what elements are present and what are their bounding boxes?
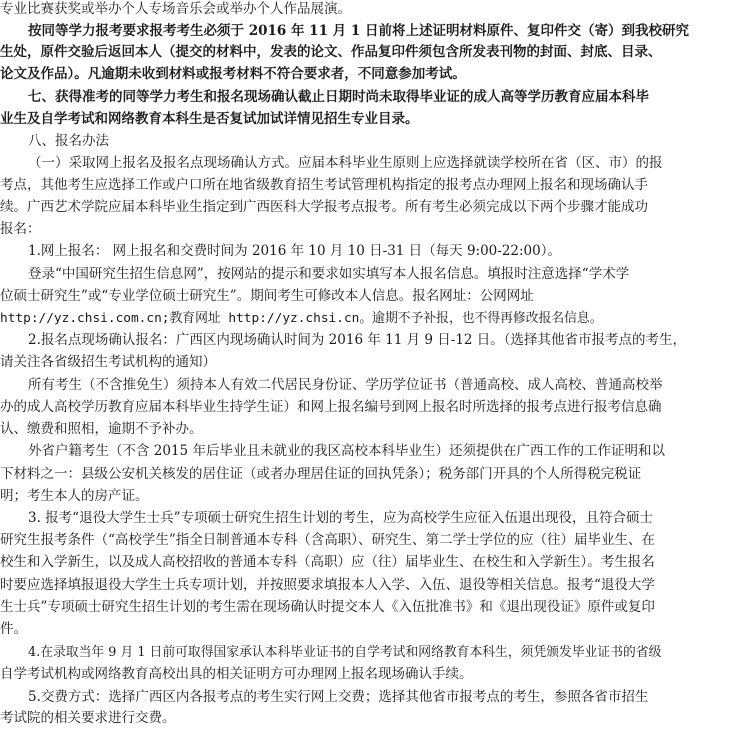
text-line-14: 位硕士研究生”或“专业学位硕士研究生”。期间考生可修改本人信息。报名网址：公网网址 xyxy=(0,288,534,304)
text-line-11: 报名： xyxy=(0,221,41,237)
text-line-13: 登录“中国研究生招生信息网”，按网站的提示和要求如实填写本人报名信息。填报时注意选择“学术学 xyxy=(28,266,630,282)
registration-url-line: http://yz.chsi.com.cn;教育网址 http://yz.chsi.cn。逾期不予补报，也不得再修改报名信息。 xyxy=(0,311,603,326)
text-line-27: 时要应选择填报退役大学生士兵专项计划，并按照要求填报本人入学、入伍、退役等相关信息。报考“退役大学 xyxy=(0,577,655,593)
text-line-10: 续。广西艺术学院应届本科毕业生指定到广西医科大学报考点报考。所有考生必须完成以下两个步骤才能成功 xyxy=(0,199,648,215)
text-line-28: 生士兵”专项硕士研究生招生计划的考生需在现场确认时提交本人《入伍批准书》和《退出现役证》原件或复印 xyxy=(0,599,655,615)
text-line-2: 按同等学力报考要求报考考生必须于 2016 年 11 月 1 日前将上述证明材料原件、复印件交（寄）到我校研究 xyxy=(28,23,689,39)
text-line-17: 请关注各省级招生考试机构的通知） xyxy=(0,354,216,370)
text-line-21: 外省户籍考生（不含 2015 年后毕业且未就业的我区高校本科毕业生）还须提供在广西工作的工作证明和以 xyxy=(28,443,665,459)
text-line-1: 专业比赛获奖或举办个人专场音乐会或举办个人作品展演。 xyxy=(0,1,351,17)
text-line-23: 明；考生本人的房产证。 xyxy=(0,488,149,504)
text-line-3: 生处，原件交验后返回本人（提交的材料中，发表的论文、作品复印件须包含所发表刊物的封面、封底、目录、 xyxy=(0,44,662,60)
item-5-payment-method: 5.交费方式：选择广西区内各报考点的考生实行网上交费；选择其他省市报考点的考生，参照各省市招生 xyxy=(28,689,649,705)
item-4-self-study: 4.在录取当年 9 月 1 日前可取得国家承认本科毕业证书的自学考试和网络教育本科生，须凭颁发毕业证书的省级 xyxy=(28,645,662,660)
text-line-8: （一）采取网上报名及报名点现场确认方式。应届本科毕业生原则上应选择就读学校所在省（区、市）的报 xyxy=(28,155,663,171)
text-line-33: 考试院的相关要求进行交费。 xyxy=(0,710,176,726)
text-line-26: 校生和入学新生，以及成人高校招收的普通本专科（高职）应（往）届毕业生、在校生和入学新生）。考生报名 xyxy=(0,554,655,570)
item-1-online-registration: 1.网上报名： 网上报名和交费时间为 2016 年 10 月 10 日-31 日（每天 9:00-22:00）。 xyxy=(28,243,561,259)
text-line-31: 自学考试机构或网络教育高校出具的相关证明方可办理网上报名现场确认手续。 xyxy=(0,666,473,682)
text-line-4: 论文及作品）。凡逾期未收到材料或报考材料不符合要求者，不同意参加考试。 xyxy=(0,66,466,82)
section-8-heading: 八、报名办法 xyxy=(28,133,109,149)
text-line-18: 所有考生（不含推免生）须持本人有效二代居民身份证、学历学位证书（普通高校、成人高校、普通高校举 xyxy=(28,377,663,393)
text-line-20: 认、缴费和照相，逾期不予补办。 xyxy=(0,421,203,437)
text-line-9: 考点，其他考生应选择工作或户口所在地省级教育招生考试管理机构指定的报考点办理网上报名和现场确认手 xyxy=(0,177,648,193)
text-line-22: 下材料之一：县级公安机关核发的居住证（或者办理居住证的回执凭条）；税务部门开具的个人所得税完税证 xyxy=(0,466,642,482)
text-line-19: 办的成人高校学历教育应届本科毕业生持学生证）和网上报名编号到网上报名时所选择的报考点进行报考信息确 xyxy=(0,399,662,415)
section-7-heading: 七、获得准考的同等学力考生和报名现场确认截止日期时尚未取得毕业证的成人高等学历教育应届本科毕 xyxy=(28,89,649,105)
item-2-onsite-confirmation: 2.报名点现场确认报名：广西区内现场确认时间为 2016 年 11 月 9 日-12 日。（选择其他省市报考点的考生， xyxy=(28,332,687,348)
text-line-29: 件。 xyxy=(0,621,27,637)
text-line-6: 业生及自学考试和网络教育本科生是否复试加试详情见招生专业目录。 xyxy=(0,111,419,127)
item-3-veteran-plan: 3. 报考“退役大学生士兵”专项硕士研究生招生计划的考生，应为高校学生应征入伍退出现役，且符合硕士 xyxy=(28,510,653,526)
text-line-25: 研究生报考条件（“高校学生”指全日制普通本专科（含高职）、研究生、第二学士学位的应（往）届毕业生、在 xyxy=(0,532,656,548)
